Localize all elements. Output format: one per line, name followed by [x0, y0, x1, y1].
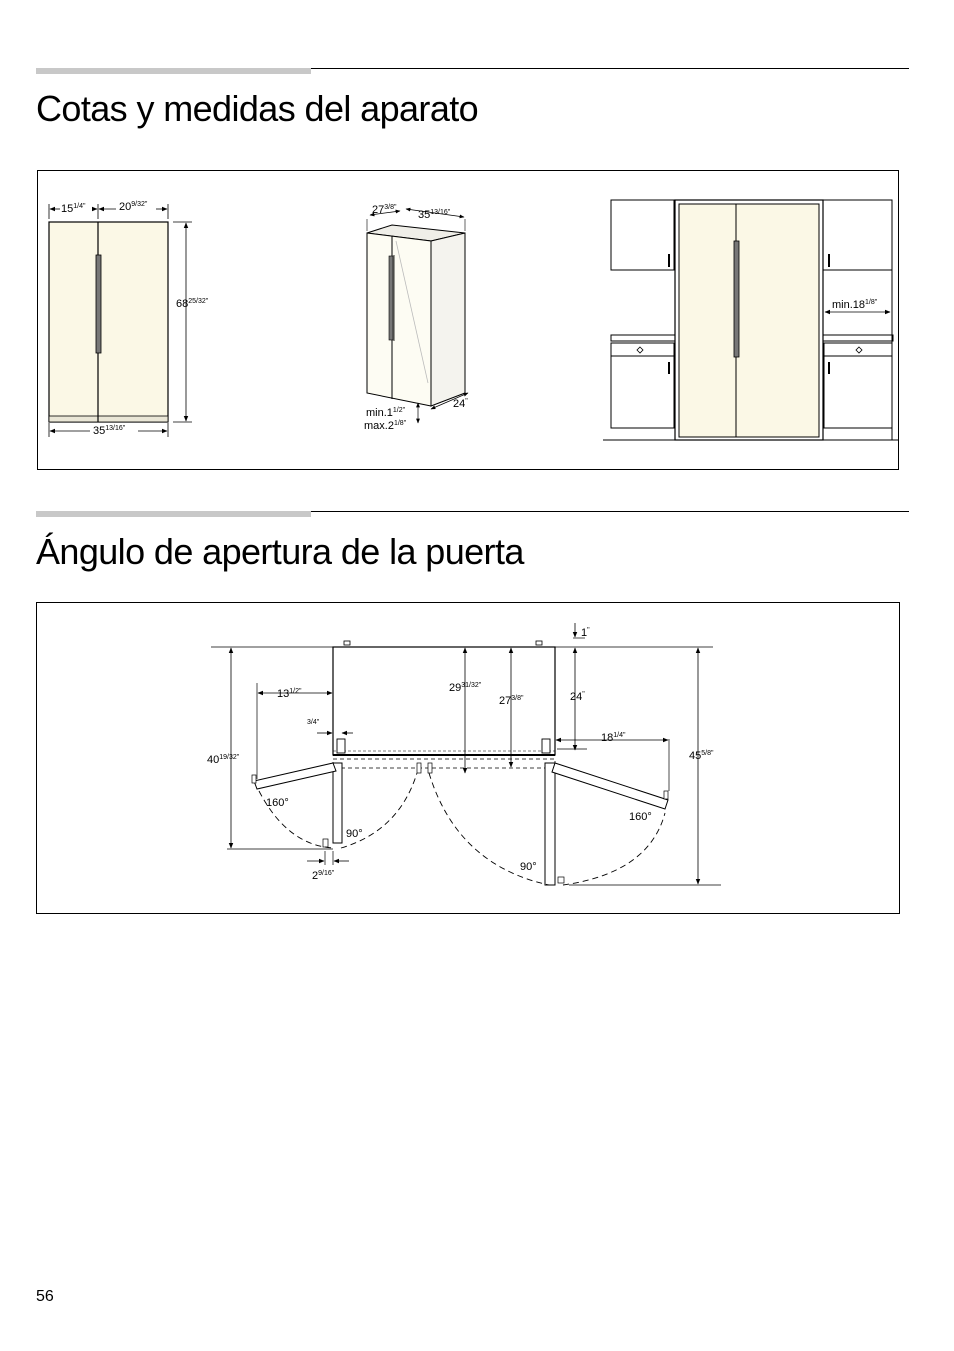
- dim-iso-max: $\max.2^{1/8"}$: [364, 420, 407, 432]
- dim-iso-width: $35^{13/16"}$: [418, 209, 451, 221]
- isometric-view: [364, 204, 468, 432]
- dim-iso-min: $\min.1^{1/2"}$: [366, 407, 406, 419]
- section1-rule-line: [311, 68, 909, 69]
- dim-27-3-8: $27^{3/8"}$: [499, 695, 524, 707]
- dim-3-4: 3/4": [307, 719, 320, 726]
- dim-front-right-width: $20^{9/32"}$: [119, 201, 148, 213]
- dim-24in: 24": [570, 691, 585, 703]
- angle-90-right: 90°: [520, 861, 537, 873]
- door-angle-figure: [36, 602, 900, 914]
- dim-install-min: $\min.18^{1/8"}$: [832, 299, 878, 311]
- section1-rule-accent: [36, 68, 311, 74]
- dim-front-total-width: $35^{13/16"}$: [93, 425, 126, 437]
- installation-view: [603, 200, 898, 440]
- dim-45-5-8: $45^{5/8"}$: [689, 750, 714, 762]
- section2-title: Ángulo de apertura de la puerta: [36, 531, 524, 572]
- angle-160-left: 160°: [266, 797, 289, 809]
- dim-18-1-4: $18^{1/4"}$: [601, 732, 626, 744]
- angle-160-right: 160°: [629, 811, 652, 823]
- front-view: [49, 201, 209, 437]
- dimensions-figure: [37, 170, 899, 470]
- dim-2-9-16: $2^{9/16"}$: [312, 870, 335, 882]
- dimensions-drawing: [38, 171, 898, 469]
- dim-40-19-32: $40^{19/32"}$: [207, 754, 240, 766]
- dim-1in: 1": [581, 627, 590, 639]
- angle-90-left: 90°: [346, 828, 363, 840]
- page-number: 56: [36, 1288, 54, 1305]
- dim-13-half: $13^{1/2"}$: [277, 688, 302, 700]
- dim-iso-depth: $27^{3/8"}$: [372, 204, 397, 216]
- dim-front-height: $68^{25/32"}$: [176, 298, 209, 310]
- dim-front-left-width: $15^{1/4"}$: [61, 203, 86, 215]
- section2-rule-accent: [36, 511, 311, 517]
- section1-title: Cotas y medidas del aparato: [36, 88, 479, 129]
- dim-29-31-32: $29^{31/32"}$: [449, 682, 482, 694]
- dim-iso-24: 24": [453, 398, 468, 410]
- door-angle-drawing: [37, 603, 899, 913]
- section2-rule-line: [311, 511, 909, 512]
